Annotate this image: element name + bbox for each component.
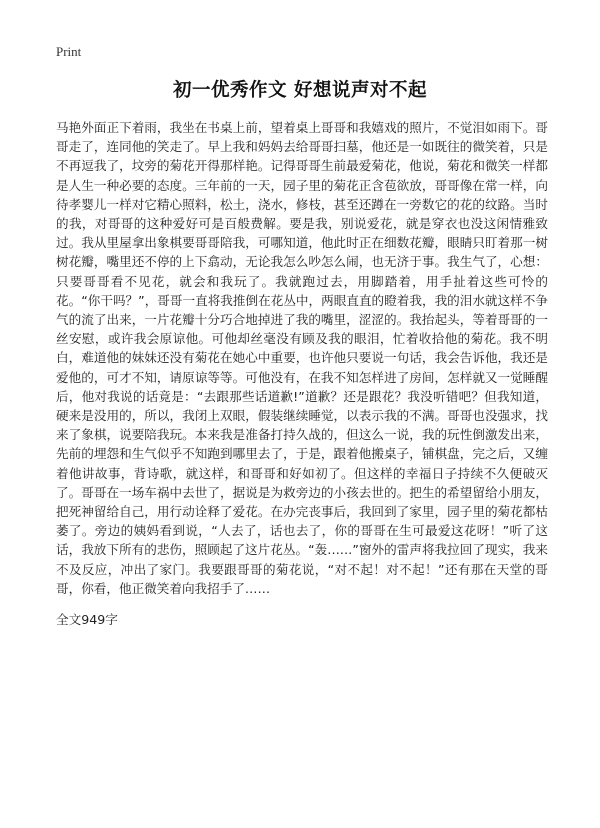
article-body: 马艳外面正下着雨，我坐在书桌上前，望着桌上哥哥和我嬉戏的照片，不觉泪如雨下。哥哥走了，连同他的笑走了。早上我和妈妈去给哥哥扫墓，他还是一如既往的微笑着，只是不再逗我了，坟旁的菊花开得那样艳。记得哥哥生前最爱菊花，他说，菊花和微笑一样都是人生一种必要的态度。三年前的一天，园子里的菊花正含苞欲放，哥哥像在常一样，向待孝婴儿一样对它精心照料，松土，浇水，修枝，甚至还蹲在一旁数它的花的纹路。当时的我，对哥哥的这种爱好可是百般费解。要是我，别说爱花，就是穿衣也没这闲情雅致过。我从里屋拿出象棋要哥哥陪我，可哪知道，他此时正在细数花瓣，眼睛只盯着那一树树花瓣，嘴里还不停的上下翕动，无论我怎么吵怎么闹，也无济于事。我生气了，心想：只要哥哥看不见花，就会和我玩了。我就跑过去，用脚踏着，用手扯着这些可怜的花。“你干吗？”，哥哥一直将我推倒在花丛中，两眼直直的瞪着我，我的泪水就这样不争气的流了出来，一片花瓣十分巧合地掉进了我的嘴里，涩涩的。我抬起头，等着哥哥的一丝安慰，或许我会原谅他。可他却丝毫没有顾及我的眼泪，忙着收拾他的菊花。我不明白，难道他的妹妹还没有菊花在她心中重要，也许他只要说一句话，我会告诉他，我还是爱他的，可才不知，请原谅等等。可他没有，在我不知怎样进了房间，怎样就又一觉睡醒后，他对我说的话竟是：“去跟那些话道歉!”道歉？还是跟花？我没听错吧？但我知道，硬来是没用的，所以，我闭上双眼，假装继续睡觉，以表示我的不满。哥哥也没强求，找来了象棋，说要陪我玩。本来我是准备打持久战的，但这么一说，我的玩性倒激发出来，先前的埋怨和生气似乎不知跑到哪里去了，于是，跟着他搬桌子，铺棋盘，完之后，又缠着他讲故事，背诗歌，就这样，和哥哥和好如初了。但这样的幸福日子持续不久便破灭了。哥哥在一场车祸中去世了，据说是为救旁边的小孩去世的。把生的希望留给小朋友，把死神留给自己，用行动诠释了爱花。在办完丧事后，我回到了家里，园子里的菊花都枯萎了。旁边的姨妈看到说，“人去了，话也去了，你的哥哥在生可最爱这花呀！”听了这话，我放下所有的悲伤，照顾起了这片花丛。“轰……”窗外的雷声将我拉回了现实，我来不及反应，冲出了家门。我要跟哥哥的菊花说，“对不起！对不起！”还有那在天堂的哥哥，你看，他正微笑着向我招手了…… [56,120,548,596]
print-link[interactable]: Print [56,44,82,59]
article-title: 初一优秀作文 好想说声对不起 [173,80,427,101]
word-count: 全文949字 [56,612,118,627]
